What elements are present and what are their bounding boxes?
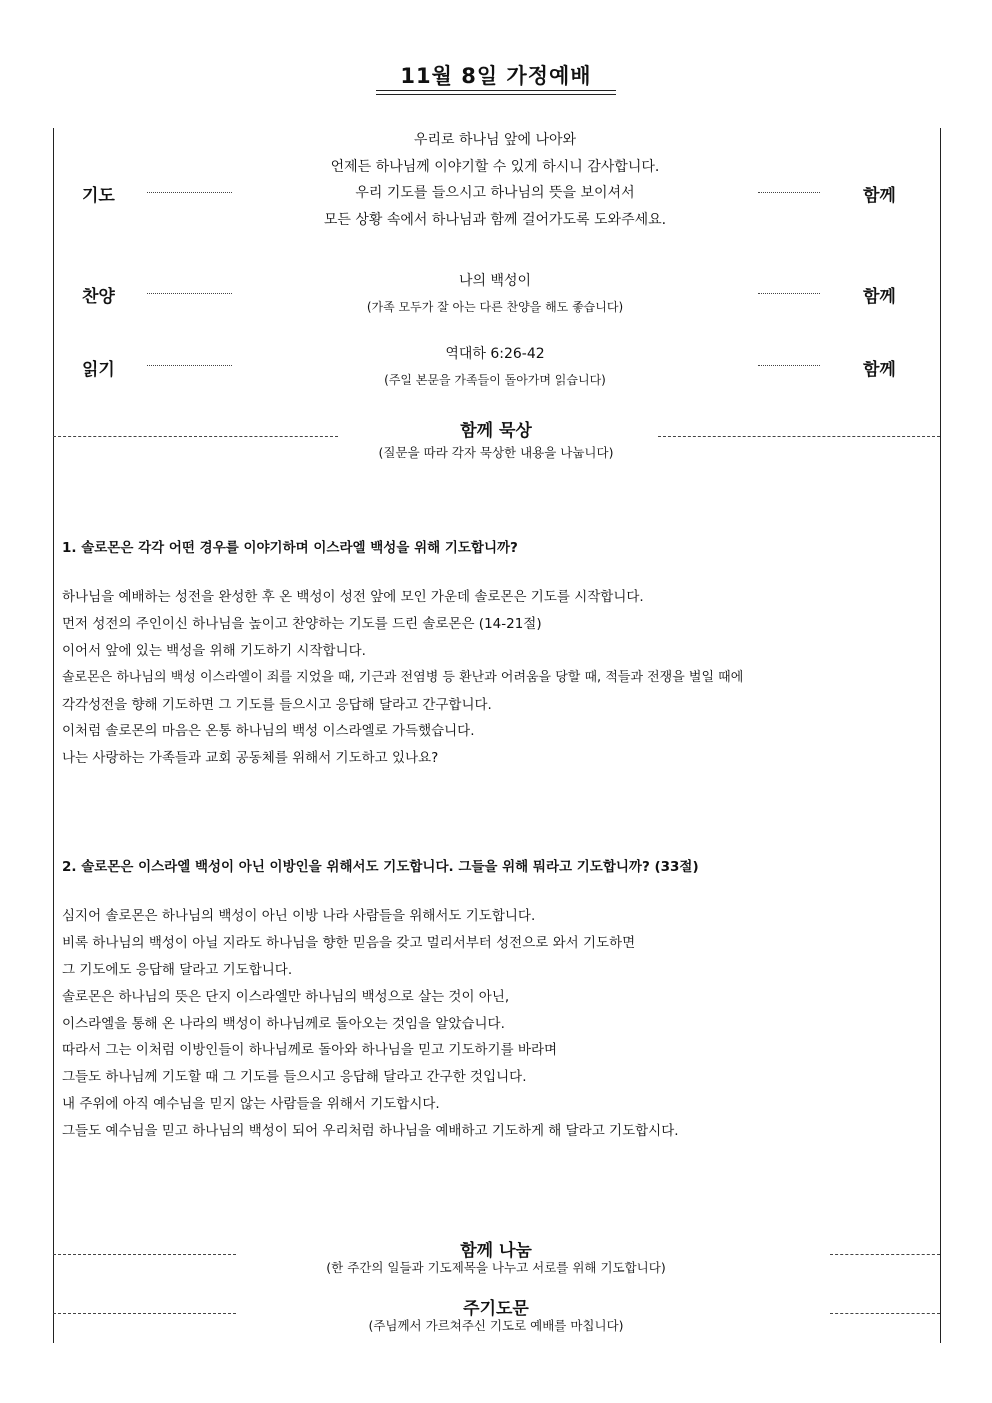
title-underline <box>376 90 616 91</box>
prayer-together-label: 함께 <box>863 186 896 206</box>
answer-line: 그들도 하나님께 기도할 때 그 기도를 들으시고 응답해 달라고 간구한 것입니다. <box>62 1069 527 1086</box>
prayer-line: 우리로 하나님 앞에 나아와 <box>413 132 577 148</box>
sharing-title: 함께 나눔 <box>460 1241 532 1261</box>
lords-prayer-title: 주기도문 <box>463 1299 529 1319</box>
answer-line: 내 주위에 아직 예수님을 믿지 않는 사람들을 위해서 기도합시다. <box>62 1096 440 1113</box>
praise-together-label: 함께 <box>863 287 896 307</box>
prayer-line: 언제든 하나님께 이야기할 수 있게 하시니 감사합니다. <box>330 158 660 175</box>
meditation-title: 함께 묵상 <box>460 421 532 441</box>
prayer-label: 기도 <box>82 186 115 206</box>
meditation-right-rule <box>658 436 940 437</box>
reading-text-block <box>240 341 750 392</box>
praise-note: (가족 모두가 잘 아는 다른 찬양을 해도 좋습니다) <box>366 299 624 314</box>
page-title: 11월 8일 가정예배 <box>400 64 592 88</box>
praise-right-leader <box>758 293 820 294</box>
prayer-left-leader <box>147 192 232 193</box>
reading-passage: 역대하 6:26-42 <box>445 346 545 362</box>
answer-line: 따라서 그는 이처럼 이방인들이 하나님께로 돌아와 하나님을 믿고 기도하기를 바라며 <box>62 1042 558 1059</box>
praise-left-leader <box>147 293 232 294</box>
reading-left-leader <box>147 365 232 366</box>
answer-line: 나는 사랑하는 가족들과 교회 공동체를 위해서 기도하고 있나요? <box>62 750 439 767</box>
praise-song-title: 나의 백성이 <box>458 273 532 289</box>
question-2: 2. 솔로몬은 이스라엘 백성이 아닌 이방인을 위해서도 기도합니다. 그들을 위해 뭐라고 기도합니까? (33절) <box>62 859 699 875</box>
reading-right-leader <box>758 365 820 366</box>
prayer-right-leader <box>758 192 820 193</box>
praise-label: 찬양 <box>82 287 115 307</box>
praise-text-block <box>240 268 750 319</box>
reading-together-label: 함께 <box>863 360 896 380</box>
prayer-line: 우리 기도를 들으시고 하나님의 뜻을 보이셔서 <box>355 185 635 201</box>
answer-line: 먼저 성전의 주인이신 하나님을 높이고 찬양하는 기도를 드린 솔로몬은 (14-21절) <box>62 615 542 632</box>
prayer-text-block <box>240 127 750 233</box>
answer-line: 이처럼 솔로몬의 마음은 온통 하나님의 백성 이스라엘로 가득했습니다. <box>62 723 475 740</box>
answer-line: 솔로몬은 하나님의 뜻은 단지 이스라엘만 하나님의 백성으로 살는 것이 아닌, <box>62 988 510 1005</box>
answer-line: 이어서 앞에 있는 백성을 위해 기도하기 시작합니다. <box>62 642 366 659</box>
frame-left-line <box>53 128 54 1343</box>
meditation-note: (질문을 따라 각자 묵상한 내용을 나눕니다) <box>378 445 614 460</box>
answer-line: 솔로몬은 하나님의 백성 이스라엘이 죄를 지었을 때, 기근과 전염병 등 환난과 어려움을 당할 때, 적들과 전쟁을 벌일 때에 <box>62 669 744 685</box>
answer-line: 각각성전을 향해 기도하면 그 기도를 들으시고 응답해 달라고 간구합니다. <box>62 696 492 713</box>
question-1: 1. 솔로몬은 각각 어떤 경우를 이야기하며 이스라엘 백성을 위해 기도합니까? <box>62 540 518 556</box>
reading-note: (주일 본문을 가족들이 돌아가며 읽습니다) <box>384 372 606 387</box>
title-underline-second <box>376 94 616 95</box>
answer-line: 그들도 예수님을 믿고 하나님의 백성이 되어 우리처럼 하나님을 예배하고 기도하게 해 달라고 기도합시다. <box>62 1123 679 1140</box>
answer-line: 그 기도에도 응답해 달라고 기도합니다. <box>62 961 293 978</box>
prayer-line: 모든 상황 속에서 하나님과 함께 걸어가도록 도와주세요. <box>323 211 667 228</box>
sharing-note: (한 주간의 일들과 기도제목을 나누고 서로를 위해 기도합니다) <box>326 1260 666 1275</box>
lords-prayer-right-rule <box>830 1313 940 1314</box>
answer-line: 하나님을 예배하는 성전을 완성한 후 온 백성이 성전 앞에 모인 가운데 솔로몬은 기도를 시작합니다. <box>62 589 644 605</box>
reading-label: 읽기 <box>82 360 115 380</box>
answer-line: 심지어 솔로몬은 하나님의 백성이 아닌 이방 나라 사람들을 위해서도 기도합니다. <box>62 908 536 924</box>
answer-line: 이스라엘을 통해 온 나라의 백성이 하나님께로 돌아오는 것임을 알았습니다. <box>62 1015 505 1032</box>
lords-prayer-note: (주님께서 가르쳐주신 기도로 예배를 마칩니다) <box>368 1318 624 1333</box>
answer-1-block <box>62 584 942 772</box>
answer-line: 비록 하나님의 백성이 아닐 지라도 하나님을 향한 믿음을 갖고 멀리서부터 성전으로 와서 기도하면 <box>62 934 636 951</box>
answer-2-block <box>62 903 942 1145</box>
sharing-right-rule <box>830 1254 940 1255</box>
